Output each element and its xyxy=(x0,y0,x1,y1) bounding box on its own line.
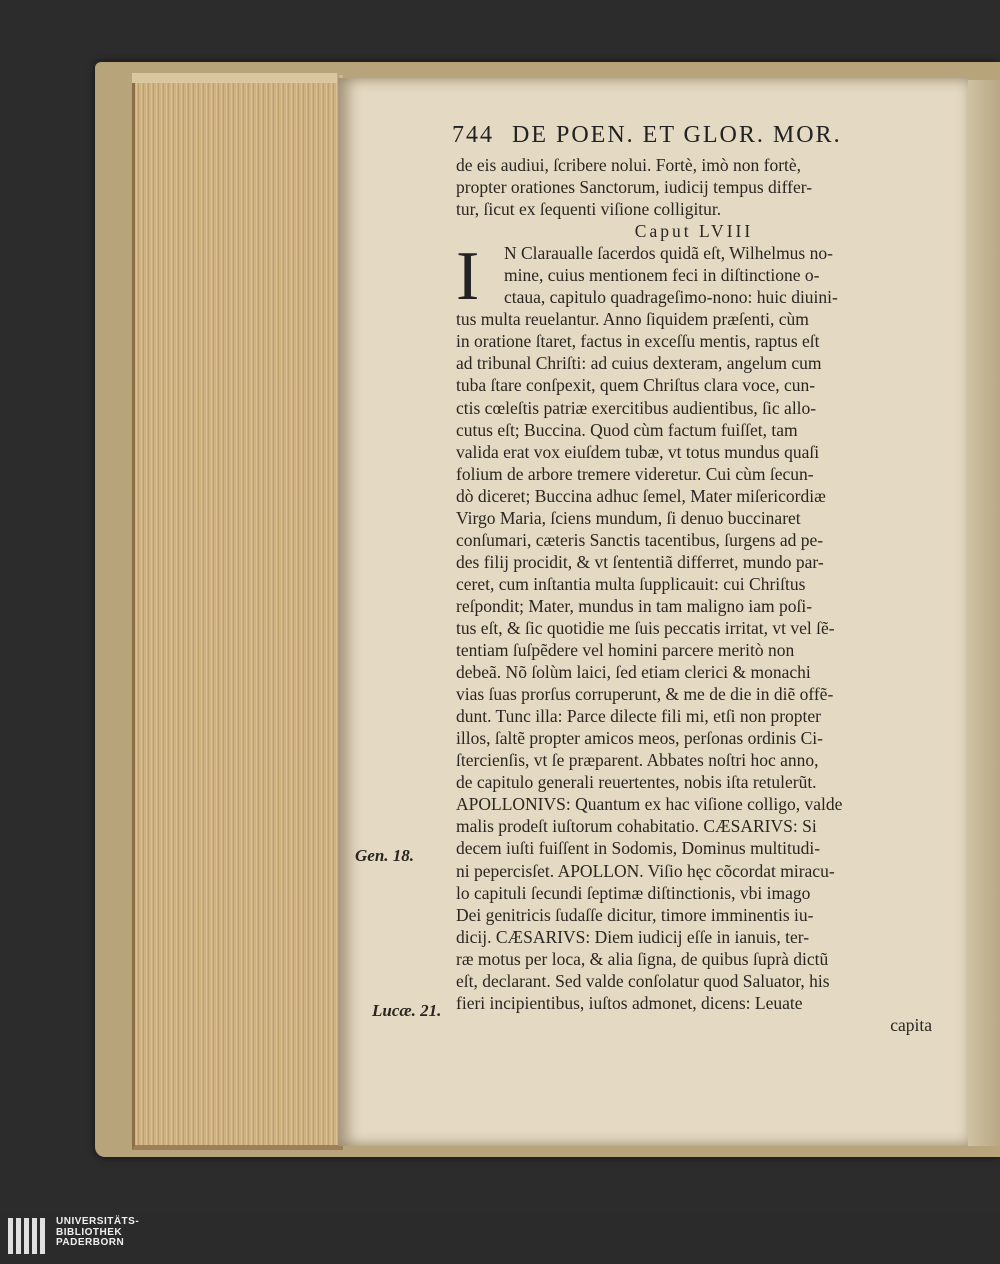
text-line: lo capituli ſecundi ſeptimæ diſtinctionis, vbi imago xyxy=(456,882,811,903)
text-line: ræ motus per loca, & alia ſigna, de quibus ſuprà dictũ xyxy=(456,948,829,969)
library-logo-text xyxy=(56,1217,139,1249)
library-name-line: UNIVERSITÄTS- xyxy=(56,1216,140,1227)
text-line: dò diceret; Buccina adhuc ſemel, Mater miſericordiæ xyxy=(456,485,826,506)
text-line: des filij procidit, & vt ſententiã differret, mundo par- xyxy=(456,551,824,572)
text-line: tuba ſtare conſpexit, quem Chriſtus clara voce, cun- xyxy=(456,375,816,396)
text-line: eſt, declarant. Sed valde conſolatur quod Saluator, his xyxy=(456,970,830,991)
text-line: tus eſt, & ſic quotidie me ſuis peccatis irritat, vt vel ſẽ- xyxy=(456,617,835,638)
text-line: tus multa reuelantur. Anno ſiquidem præſenti, cùm xyxy=(456,309,809,330)
page-number: 744 xyxy=(452,122,494,148)
text-line: reſpondit; Mater, mundus in tam maligno iam poſi- xyxy=(456,595,813,616)
text-line: de eis audiui, ſcribere nolui. Fortè, imò non fortè, xyxy=(456,155,802,175)
footer-bar xyxy=(0,1214,1000,1264)
text-line: dunt. Tunc illa: Parce dilecte fili mi, etſi non propter xyxy=(456,706,822,727)
text-line: mine, cuius mentionem feci in diſtinctione o- xyxy=(504,265,820,286)
chapter-heading: Caput LVIII xyxy=(634,221,754,242)
text-line: ctis cœleſtis patriæ exercitibus audientibus, ſic allo- xyxy=(456,397,817,418)
text-line: dicij. CÆSARIVS: Diem iudicij eſſe in ianuis, ter- xyxy=(456,926,810,947)
text-line: tur, ſicut ex ſequenti viſione colligitur. xyxy=(456,199,722,220)
text-line: APOLLONIVS: Quantum ex hac viſione colligo, valde xyxy=(456,794,843,815)
text-line: illos, ſaltẽ propter amicos meos, perſonas ordinis Ci- xyxy=(456,728,823,749)
text-line: conſumari, cæteris Sanctis tacentibus, ſurgens ad pe- xyxy=(456,529,824,550)
text-line: Virgo Maria, ſciens mundum, ſi denuo buccinaret xyxy=(456,507,801,528)
library-name-line: PADERBORN xyxy=(56,1237,125,1248)
body-text xyxy=(456,154,932,1036)
text-line: ceret, cum inſtantia multa ſupplicauit: cui Chriſtus xyxy=(456,573,806,594)
text-line: folium de arbore tremere videretur. Cui cùm ſecun- xyxy=(456,463,814,484)
text-line: fieri incipientibus, iuſtos admonet, dicens: Leuate xyxy=(456,992,803,1013)
text-line: Dei genitricis ſudaſſe dicitur, timore imminentis iu- xyxy=(456,904,814,925)
page-block-edge xyxy=(132,75,343,1150)
running-head xyxy=(452,122,922,149)
page-block-top xyxy=(132,73,337,83)
margin-note-luke: Lucæ. 21. xyxy=(372,1001,442,1020)
running-head-title: DE POEN. ET GLOR. MOR. xyxy=(512,122,842,148)
text-line: ctaua, capitulo quadrageſimo-nono: huic diuini- xyxy=(504,287,838,308)
text-line: ſtercienſis, vt ſe præparent. Abbates noſtri hoc anno, xyxy=(456,750,819,771)
text-line: tentiam ſuſpẽdere vel homini parcere meritò non xyxy=(456,640,795,661)
library-logo-icon xyxy=(8,1218,45,1254)
text-line: de capitulo generali reuertentes, nobis iſta retulerũt. xyxy=(456,772,817,793)
text-line: ad tribunal Chriſti: ad cuius dexteram, angelum cum xyxy=(456,353,822,374)
text-line: decem iuſti fuiſſent in Sodomis, Dominus multitudi- xyxy=(456,838,821,859)
text-line: in oratione ſtaret, factus in exceſſu mentis, raptus eſt xyxy=(456,331,820,352)
facing-page-edge xyxy=(968,80,1000,1146)
text-line: malis prodeſt iuſtorum cohabitatio. CÆSARIVS: Si xyxy=(456,816,817,837)
library-name-line: BIBLIOTHEK xyxy=(56,1226,123,1238)
text-line: cutus eſt; Buccina. Quod cùm factum fuiſſet, tam xyxy=(456,419,798,440)
text-line: propter orationes Sanctorum, iudicij tempus differ- xyxy=(456,177,813,198)
text-line: valida erat vox eiuſdem tubæ, vt totus mundus quaſi xyxy=(456,441,820,462)
text-line: N Claraualle ſacerdos quidã eſt, Wilhelmus no- xyxy=(504,243,833,264)
margin-note-genesis: Gen. 18. xyxy=(355,846,415,865)
text-line: ni pepercisſet. APOLLON. Viſio hęc cõcordat miracu- xyxy=(456,860,835,881)
text-line: vias ſuas prorſus corruperunt, & me de die in diẽ offẽ- xyxy=(456,684,834,705)
text-line: debeã. Nõ ſolùm laici, ſed etiam clerici & monachi xyxy=(456,662,811,683)
drop-cap: I xyxy=(456,238,480,315)
catchword: capita xyxy=(890,1014,932,1035)
